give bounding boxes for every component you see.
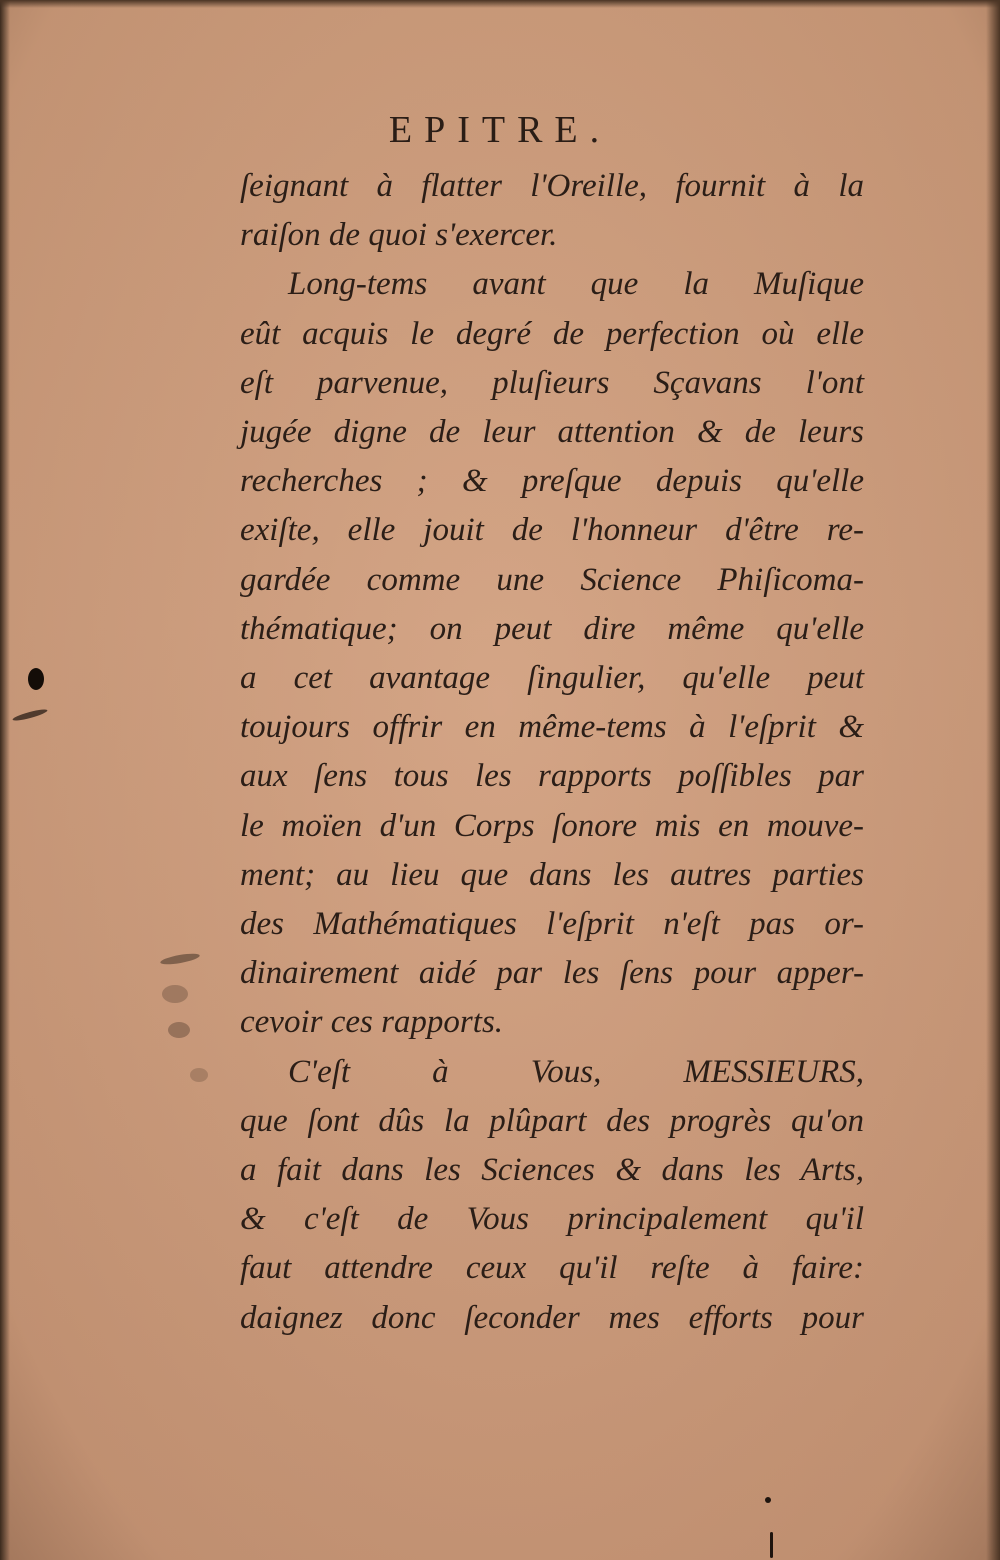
text-line: recherches ; & preſque depuis qu'elle (240, 463, 864, 500)
page-edge-top (0, 0, 1000, 8)
ink-speck (168, 1022, 190, 1038)
text-line: a cet avantage ſingulier, qu'elle peut (240, 660, 864, 697)
body-text (240, 162, 864, 1343)
text-line: exiſte, elle jouit de l'honneur d'être re- (240, 512, 864, 549)
text-line: daignez donc ſeconder mes efforts pour (240, 1299, 864, 1336)
text-line: le moïen d'un Corps ſonore mis en mouve- (240, 807, 864, 844)
text-line: gardée comme une Science Phiſicoma- (240, 561, 864, 598)
ink-smudge (12, 707, 48, 722)
text-line: ſeignant à flatter l'Oreille, fournit à la (240, 168, 864, 204)
page-edge-left (0, 0, 10, 1560)
text-line: raiſon de quoi s'exercer. (240, 217, 558, 254)
text-line: ment; au lieu que dans les autres parties (240, 856, 864, 893)
text-line: Long-tems avant que la Muſique (288, 266, 864, 303)
text-line: jugée digne de leur attention & de leurs (240, 414, 864, 451)
page-edge-right (986, 0, 1000, 1560)
text-line: faut attendre ceux qu'il reſte à faire: (240, 1250, 864, 1287)
ink-speck (162, 985, 188, 1003)
ink-dot (765, 1497, 771, 1503)
text-line: C'eſt à Vous, MESSIEURS, (288, 1053, 864, 1090)
text-line: toujours offrir en même-tems à l'eſprit & (240, 709, 864, 746)
text-line: a fait dans les Sciences & dans les Arts, (240, 1152, 864, 1189)
text-line: des Mathématiques l'eſprit n'eſt pas or- (240, 906, 864, 943)
text-line: & c'eſt de Vous principalement qu'il (240, 1201, 864, 1238)
text-line: aux ſens tous les rapports poſſibles par (240, 758, 864, 795)
text-line: que ſont dûs la plûpart des progrès qu'on (240, 1102, 864, 1139)
text-line: dinairement aidé par les ſens pour apper- (240, 955, 864, 992)
ink-speck (190, 1068, 208, 1082)
ink-stroke (770, 1532, 773, 1558)
text-line: cevoir ces rapports. (240, 1004, 504, 1041)
ink-blot (28, 668, 44, 690)
text-line: thématique; on peut dire même qu'elle (240, 610, 864, 647)
text-line: eſt parvenue, pluſieurs Sçavans l'ont (240, 364, 864, 401)
text-line: eût acquis le degré de perfection où elle (240, 315, 864, 352)
running-title: EPITRE. (388, 109, 612, 151)
ink-speck (160, 952, 201, 967)
